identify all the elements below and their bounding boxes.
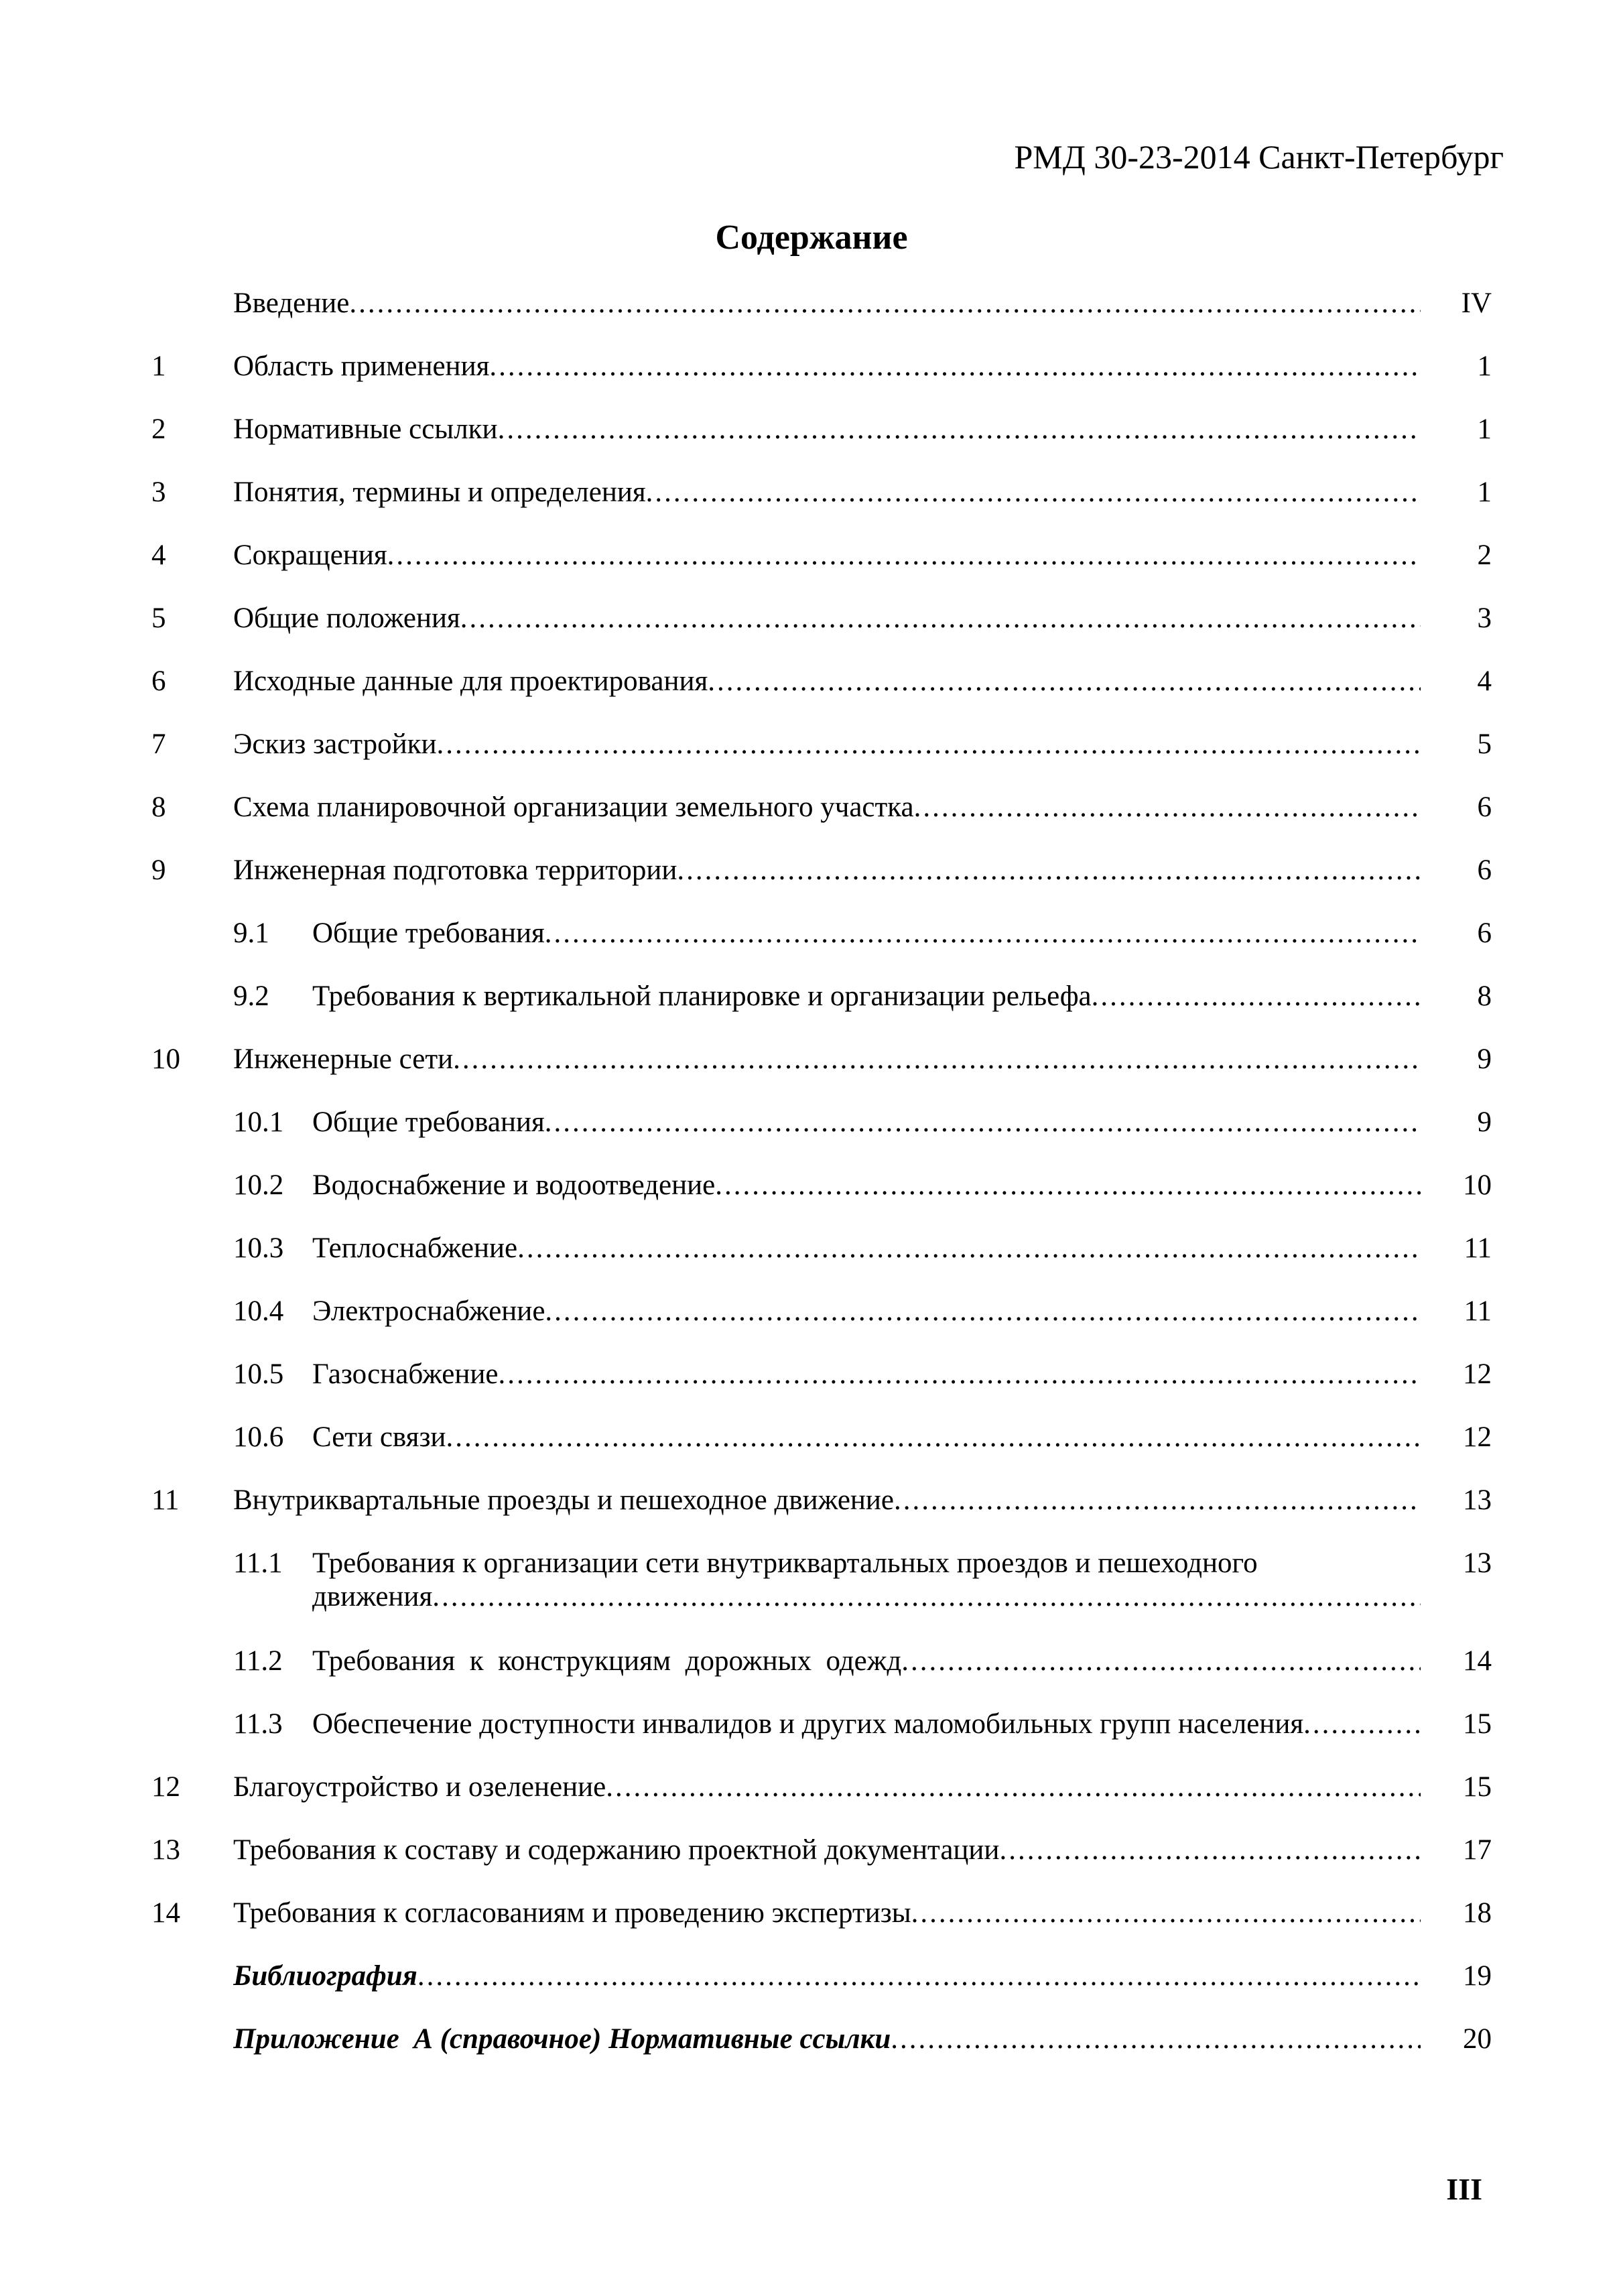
leader-dots xyxy=(349,285,1421,322)
toc-entry-page: 5 xyxy=(1477,728,1492,760)
toc-entry-number: 6 xyxy=(151,665,166,697)
toc-entry-13[interactable] xyxy=(0,1832,1623,1878)
toc-entry-6[interactable] xyxy=(0,663,1623,710)
leader-dots xyxy=(437,726,1421,763)
toc-entry-number: 1 xyxy=(151,350,166,382)
toc-entry-title: Внутриквартальные проезды и пешеходное движение xyxy=(233,1484,895,1516)
toc-entry-subnumber: 9.1 xyxy=(233,917,269,949)
toc-entry-page: 19 xyxy=(1463,1960,1492,1992)
toc-entry-number: 10 xyxy=(151,1043,180,1075)
toc-entry-title: Общие требования xyxy=(312,1106,545,1138)
toc-entry-title: Эскиз застройки xyxy=(233,728,437,760)
toc-entry-11-2[interactable] xyxy=(0,1643,1623,1689)
toc-entry-number: 3 xyxy=(151,476,166,508)
toc-entry-11[interactable] xyxy=(0,1482,1623,1529)
toc-entry-number: 2 xyxy=(151,413,166,445)
toc-entry-page: 8 xyxy=(1477,980,1492,1012)
toc-entry-title: Водоснабжение и водоотведение xyxy=(312,1169,716,1201)
toc-entry-title-line1: Требования к организации сети внутриквартальных проездов и пешеходного xyxy=(312,1547,1258,1579)
toc-entry-page: 9 xyxy=(1477,1106,1492,1138)
toc-entry-10-3[interactable] xyxy=(0,1230,1623,1277)
toc-entry-title: Понятия, термины и определения xyxy=(233,476,646,508)
toc-entry-subnumber: 11.1 xyxy=(233,1547,283,1579)
toc-entry-title: Приложение А (справочное) Нормативные ссылки xyxy=(233,2023,891,2055)
toc-entry-page: 6 xyxy=(1477,791,1492,823)
toc-entry-10-6[interactable] xyxy=(0,1419,1623,1466)
leader-dots xyxy=(489,348,1421,385)
toc-entry-page: 11 xyxy=(1464,1232,1492,1264)
leader-dots xyxy=(417,1958,1421,1995)
toc-entry-number: 4 xyxy=(151,539,166,571)
leader-dots xyxy=(999,1832,1421,1869)
toc-entry-10-1[interactable] xyxy=(0,1104,1623,1151)
toc-entry-title: Сокращения xyxy=(233,539,387,571)
toc-entry-page: 15 xyxy=(1463,1771,1492,1803)
toc-entry-title: Нормативные ссылки xyxy=(233,413,498,445)
leader-dots xyxy=(545,1293,1421,1330)
toc-entry-subnumber: 10.2 xyxy=(233,1169,284,1201)
toc-entry-9-2[interactable] xyxy=(0,978,1623,1025)
leader-dots xyxy=(498,411,1421,448)
toc-entry-subnumber: 10.6 xyxy=(233,1421,284,1453)
toc-entry-2[interactable] xyxy=(0,411,1623,458)
toc-entry-title: Обеспечение доступности инвалидов и других маломобильных групп населения xyxy=(312,1708,1304,1740)
toc-entry-10[interactable] xyxy=(0,1041,1623,1088)
toc-entry-title-line2: движения xyxy=(312,1581,433,1612)
toc-entry-subnumber: 10.4 xyxy=(233,1295,284,1327)
toc-entry-title: Инженерные сети xyxy=(233,1043,454,1075)
toc-entry-title: Требования к конструкциям дорожных одежд xyxy=(312,1645,902,1677)
toc-entry-8[interactable] xyxy=(0,789,1623,836)
leader-dots xyxy=(715,1167,1421,1204)
toc-entry-11-1[interactable] xyxy=(0,1545,1623,1625)
toc-entry-title: Теплоснабжение xyxy=(312,1232,518,1264)
leader-dots xyxy=(499,1356,1421,1393)
toc-entry-10-2[interactable] xyxy=(0,1167,1623,1214)
page-number: III xyxy=(1446,2172,1482,2206)
leader-dots xyxy=(387,537,1421,574)
toc-entry-page: 14 xyxy=(1463,1645,1492,1677)
leader-dots xyxy=(606,1769,1421,1806)
leader-dots xyxy=(545,1104,1421,1141)
toc-entry-title: Благоустройство и озеленение xyxy=(233,1771,606,1803)
toc-entry-page: 9 xyxy=(1477,1043,1492,1075)
leader-dots xyxy=(891,2021,1421,2058)
toc-entry-5[interactable] xyxy=(0,600,1623,647)
toc-entry-page: 6 xyxy=(1477,917,1492,949)
toc-entry-page: 1 xyxy=(1477,476,1492,508)
toc-entry-page: 4 xyxy=(1477,665,1492,697)
toc-entry-subnumber: 11.3 xyxy=(233,1708,283,1740)
toc-entry-page: 11 xyxy=(1464,1295,1492,1327)
toc-entry-title: Сети связи xyxy=(312,1421,446,1453)
document-code: РМД 30-23-2014 Санкт-Петербург xyxy=(1014,138,1504,176)
toc-entry-title: Библиография xyxy=(233,1960,417,1992)
toc-entry-bibliography[interactable] xyxy=(0,1958,1623,2004)
toc-entry-page: 13 xyxy=(1463,1547,1492,1579)
toc-entry-title: Введение xyxy=(233,288,350,319)
toc-entry-11-3[interactable] xyxy=(0,1706,1623,1752)
leader-dots xyxy=(677,852,1421,889)
toc-entry-subnumber: 10.1 xyxy=(233,1106,284,1138)
toc-entry-title: Инженерная подготовка территории xyxy=(233,854,677,886)
toc-entry-title: Электроснабжение xyxy=(312,1295,545,1327)
toc-entry-page: 13 xyxy=(1463,1484,1492,1516)
toc-entry-page: 15 xyxy=(1463,1708,1492,1740)
toc-entry-introduction[interactable] xyxy=(0,285,1623,332)
toc-entry-subnumber: 10.3 xyxy=(233,1232,284,1264)
toc-entry-14[interactable] xyxy=(0,1895,1623,1941)
leader-dots xyxy=(914,789,1421,826)
leader-dots xyxy=(460,600,1421,637)
leader-dots xyxy=(453,1041,1421,1078)
leader-dots xyxy=(432,1582,1421,1612)
toc-entry-number: 9 xyxy=(151,854,166,886)
toc-entry-title: Требования к составу и содержанию проектной документации xyxy=(233,1834,1000,1866)
toc-entry-10-5[interactable] xyxy=(0,1356,1623,1403)
toc-entry-page: 6 xyxy=(1477,854,1492,886)
toc-entry-12[interactable] xyxy=(0,1769,1623,1815)
toc-entry-title: Требования к вертикальной планировке и организации рельефа xyxy=(312,980,1092,1012)
toc-entry-page: 3 xyxy=(1477,602,1492,634)
leader-dots xyxy=(911,1895,1421,1932)
toc-entry-page: 20 xyxy=(1463,2023,1492,2055)
leader-dots xyxy=(1303,1706,1421,1743)
toc-entry-title: Общие требования xyxy=(312,917,545,949)
toc-entry-1[interactable] xyxy=(0,348,1623,395)
toc-entry-page: 17 xyxy=(1463,1834,1492,1866)
toc-entry-number: 8 xyxy=(151,791,166,823)
toc-entry-number: 5 xyxy=(151,602,166,634)
toc-entry-7[interactable] xyxy=(0,726,1623,773)
leader-dots xyxy=(446,1419,1421,1456)
leader-dots xyxy=(901,1643,1421,1680)
toc-entry-number: 13 xyxy=(151,1834,180,1866)
toc-entry-page: 10 xyxy=(1463,1169,1492,1201)
toc-entry-4[interactable] xyxy=(0,537,1623,584)
toc-entry-page: 12 xyxy=(1463,1421,1492,1453)
leader-dots xyxy=(1092,978,1421,1015)
toc-entry-number: 11 xyxy=(151,1484,180,1516)
toc-entry-subnumber: 9.2 xyxy=(233,980,269,1012)
leader-dots xyxy=(894,1482,1421,1519)
toc-entry-title: Область применения xyxy=(233,350,490,382)
toc-entry-subnumber: 11.2 xyxy=(233,1645,283,1677)
toc-entry-page: 2 xyxy=(1477,539,1492,571)
toc-entry-title: Исходные данные для проектирования xyxy=(233,665,708,697)
toc-entry-title: Схема планировочной организации земельного участка xyxy=(233,791,914,823)
leader-dots xyxy=(646,474,1421,511)
toc-entry-subnumber: 10.5 xyxy=(233,1358,284,1390)
toc-entry-page: 18 xyxy=(1463,1897,1492,1929)
toc-entry-9-1[interactable] xyxy=(0,915,1623,962)
toc-entry-number: 7 xyxy=(151,728,166,760)
toc-entry-title: Требования к согласованиям и проведению экспертизы xyxy=(233,1897,911,1929)
toc-entry-10-4[interactable] xyxy=(0,1293,1623,1340)
toc-entry-3[interactable] xyxy=(0,474,1623,521)
toc-entry-page: 12 xyxy=(1463,1358,1492,1390)
toc-entry-page: IV xyxy=(1461,288,1492,319)
leader-dots xyxy=(708,663,1421,700)
toc-entry-appendix-a[interactable] xyxy=(0,2021,1623,2067)
leader-dots xyxy=(517,1230,1421,1267)
leader-dots xyxy=(545,915,1421,952)
toc-entry-number: 14 xyxy=(151,1897,180,1929)
toc-entry-9[interactable] xyxy=(0,852,1623,899)
toc-entry-title: Газоснабжение xyxy=(312,1358,499,1390)
page-title: Содержание xyxy=(715,218,908,257)
toc-entry-page: 1 xyxy=(1477,350,1492,382)
toc-entry-number: 12 xyxy=(151,1771,180,1803)
toc-entry-page: 1 xyxy=(1477,413,1492,445)
toc-entry-title: Общие положения xyxy=(233,602,460,634)
